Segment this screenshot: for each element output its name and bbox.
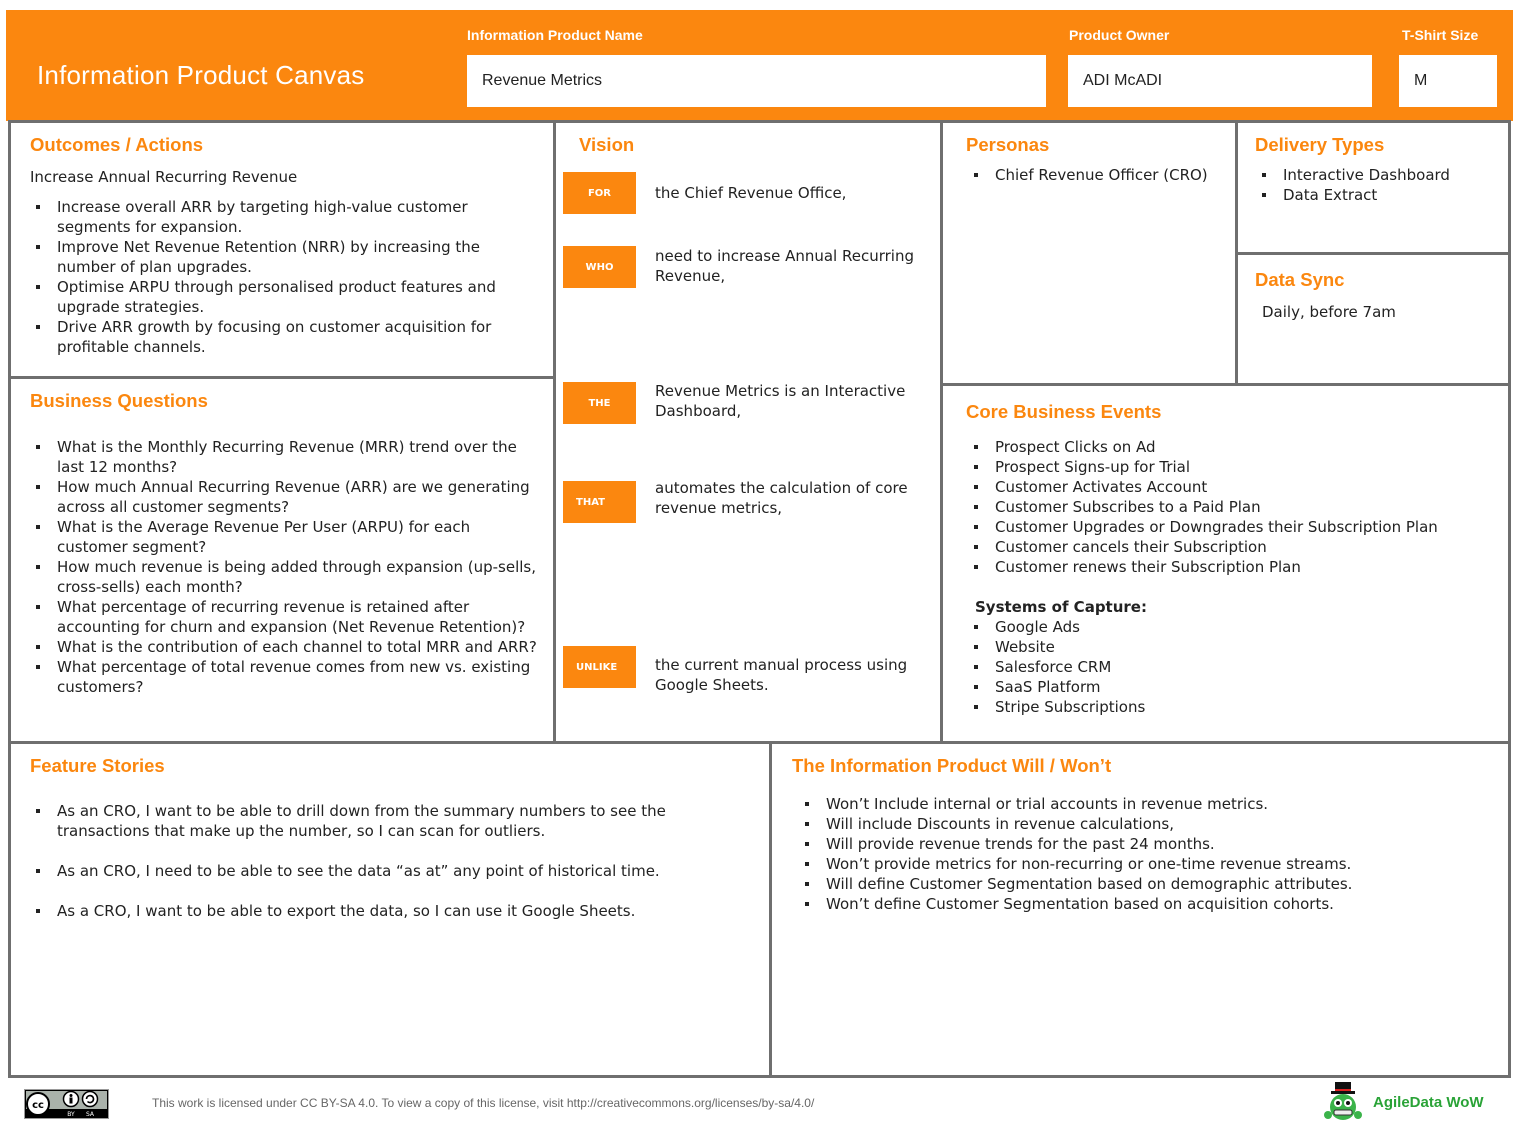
business-questions-section — [8, 376, 556, 744]
list-item: Prospect Clicks on Ad — [968, 437, 1508, 457]
list-item: Website — [968, 637, 1508, 657]
outcomes-title: Outcomes / Actions — [30, 134, 204, 155]
svg-text:cc: cc — [32, 1100, 44, 1111]
vision-tag-who: WHO — [563, 246, 636, 288]
systems-of-capture-list — [968, 617, 1508, 717]
outcomes-intro: Increase Annual Recurring Revenue — [30, 168, 298, 186]
data-sync-section — [1235, 252, 1511, 386]
product-name-label: Information Product Name — [467, 27, 643, 43]
page-title: Information Product Canvas — [37, 60, 365, 90]
vision-tag-the: THE — [563, 382, 636, 424]
feature-stories-section — [8, 741, 772, 1078]
feature-stories-title: Feature Stories — [30, 755, 165, 776]
product-name-field[interactable] — [467, 55, 1046, 107]
core-events-title: Core Business Events — [966, 401, 1162, 422]
list-item: Won’t define Customer Segmentation based on acquisition cohorts. — [799, 894, 1499, 914]
list-item: Drive ARR growth by focusing on customer acquisition for profitable channels. — [30, 317, 540, 357]
list-item: How much Annual Recurring Revenue (ARR) are we generating across all customer segments? — [30, 477, 545, 517]
list-item: As an CRO, I need to be able to see the data “as at” any point of historical time. — [30, 861, 670, 881]
cc-sa-label: SA — [85, 1111, 95, 1118]
vision-tag-that: THAT — [563, 481, 636, 523]
tshirt-size-label: T-Shirt Size — [1402, 27, 1479, 43]
list-item: Increase overall ARR by targeting high-value customer segments for expansion. — [30, 197, 540, 237]
list-item: Google Ads — [968, 617, 1508, 637]
tshirt-size-field[interactable] — [1399, 55, 1497, 107]
will-wont-title: The Information Product Will / Won’t — [792, 755, 1112, 776]
list-item: Will include Discounts in revenue calculations, — [799, 814, 1499, 834]
personas-title: Personas — [966, 134, 1050, 155]
product-owner-label: Product Owner — [1069, 27, 1170, 43]
brand-name: AgileData WoW — [1373, 1094, 1484, 1111]
business-questions-list — [30, 437, 545, 697]
systems-of-capture-label: Systems of Capture: — [975, 598, 1147, 616]
delivery-types-list — [1256, 165, 1506, 205]
list-item: Stripe Subscriptions — [968, 697, 1508, 717]
list-item: Interactive Dashboard — [1256, 165, 1506, 185]
agiledata-mascot-icon — [1323, 1081, 1365, 1123]
product-name-value: Revenue Metrics — [482, 72, 603, 89]
list-item: As an CRO, I want to be able to drill down from the summary numbers to see the transactions that make up the number, so I can scan for outliers. — [30, 801, 670, 841]
will-wont-list — [799, 794, 1499, 914]
vision-text-that: automates the calculation of core revenue metrics, — [655, 479, 908, 517]
vision-title: Vision — [579, 134, 635, 155]
list-item: Will define Customer Segmentation based on demographic attributes. — [799, 874, 1499, 894]
personas-list — [968, 165, 1233, 185]
personas-section — [940, 120, 1238, 386]
cc-by-sa-icon — [24, 1089, 109, 1119]
list-item: What percentage of recurring revenue is retained after accounting for churn and expansion (Net Revenue Retention)? — [30, 597, 545, 637]
list-item: What is the Monthly Recurring Revenue (MRR) trend over the last 12 months? — [30, 437, 545, 477]
delivery-types-title: Delivery Types — [1255, 134, 1385, 155]
list-item: Prospect Signs-up for Trial — [968, 457, 1508, 477]
will-wont-section — [769, 741, 1511, 1078]
canvas-header — [6, 10, 1513, 121]
outcomes-list — [30, 197, 540, 357]
list-item: Customer Subscribes to a Paid Plan — [968, 497, 1508, 517]
product-owner-field[interactable] — [1068, 55, 1372, 107]
list-item: Won’t Include internal or trial accounts in revenue metrics. — [799, 794, 1499, 814]
list-item: What is the contribution of each channel to total MRR and ARR? — [30, 637, 545, 657]
list-item: Will provide revenue trends for the past 24 months. — [799, 834, 1499, 854]
list-item: Chief Revenue Officer (CRO) — [968, 165, 1233, 185]
business-questions-title: Business Questions — [30, 390, 208, 411]
cc-by-label: BY — [67, 1111, 75, 1118]
list-item: Optimise ARPU through personalised product features and upgrade strategies. — [30, 277, 540, 317]
vision-text-who: need to increase Annual Recurring Revenue, — [655, 247, 914, 285]
vision-section — [553, 120, 943, 744]
outcomes-section — [8, 120, 556, 379]
vision-text-unlike: the current manual process using Google Sheets. — [655, 656, 908, 694]
feature-stories-list — [30, 801, 670, 921]
list-item: Customer cancels their Subscription — [968, 537, 1508, 557]
delivery-types-section — [1235, 120, 1511, 255]
vision-tag-for: FOR — [563, 172, 636, 214]
list-item: Data Extract — [1256, 185, 1506, 205]
vision-tag-unlike: UNLIKE — [563, 646, 636, 688]
list-item: What percentage of total revenue comes from new vs. existing customers? — [30, 657, 545, 697]
core-events-list — [968, 437, 1508, 577]
data-sync-title: Data Sync — [1255, 269, 1345, 290]
data-sync-value: Daily, before 7am — [1262, 303, 1396, 321]
list-item: Customer renews their Subscription Plan — [968, 557, 1508, 577]
core-events-section — [940, 383, 1511, 744]
vision-text-the: Revenue Metrics is an Interactive Dashboard, — [655, 382, 906, 420]
list-item: SaaS Platform — [968, 677, 1508, 697]
list-item: Won’t provide metrics for non-recurring or one-time revenue streams. — [799, 854, 1499, 874]
product-owner-value: ADI McADI — [1083, 72, 1163, 89]
list-item: Customer Upgrades or Downgrades their Subscription Plan — [968, 517, 1508, 537]
list-item: What is the Average Revenue Per User (ARPU) for each customer segment? — [30, 517, 545, 557]
tshirt-size-value: M — [1414, 72, 1428, 89]
list-item: Customer Activates Account — [968, 477, 1508, 497]
list-item: Improve Net Revenue Retention (NRR) by increasing the number of plan upgrades. — [30, 237, 540, 277]
vision-text-for: the Chief Revenue Office, — [655, 184, 847, 202]
list-item: Salesforce CRM — [968, 657, 1508, 677]
list-item: As a CRO, I want to be able to export the data, so I can use it Google Sheets. — [30, 901, 670, 921]
license-text: This work is licensed under CC BY-SA 4.0. To view a copy of this license, visit http://creativecommons.org/licenses/by-sa/4.0/ — [152, 1096, 815, 1110]
list-item: How much revenue is being added through expansion (up-sells, cross-sells) each month? — [30, 557, 545, 597]
